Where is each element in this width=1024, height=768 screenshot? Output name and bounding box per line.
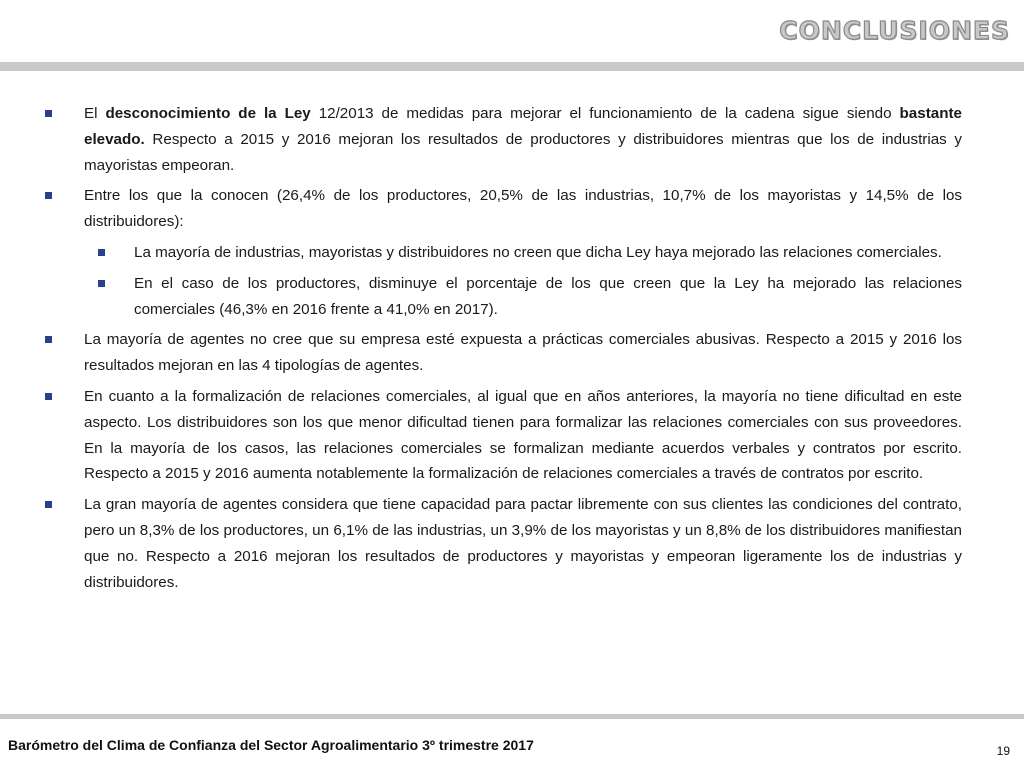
square-bullet-icon bbox=[45, 110, 52, 117]
conclusion-item bbox=[40, 101, 962, 178]
item-text: La mayoría de agentes no cree que su empresa esté expuesta a prácticas comerciales abusivas. Respecto a 2015 y 2016 los resultados mejoran en las 4 tipologías de agentes. bbox=[84, 331, 962, 375]
footer-divider bbox=[0, 714, 1024, 719]
subitem-text: La mayoría de industrias, mayoristas y distribuidores no creen que dicha Ley haya mejorado las relaciones comerciales. bbox=[134, 243, 942, 261]
slide-title: CONCLUSIONES bbox=[779, 16, 1010, 45]
conclusions-list bbox=[40, 101, 962, 595]
subitem-text: En el caso de los productores, disminuye el porcentaje de los que creen que la Ley ha mejorado las relaciones comerciales (46,3% en 2016 frente a 41,0% en 2017). bbox=[134, 274, 962, 318]
conclusion-item bbox=[40, 384, 962, 487]
item-text: Entre los que la conocen (26,4% de los productores, 20,5% de las industrias, 10,7% de los mayoristas y 14,5% de los distribuidores): bbox=[84, 187, 962, 231]
emphasis: bastante elevado. bbox=[84, 105, 962, 148]
square-bullet-icon bbox=[45, 336, 52, 343]
conclusion-subitem bbox=[80, 271, 962, 323]
conclusions-body bbox=[40, 101, 962, 600]
conclusion-item bbox=[40, 183, 962, 235]
square-bullet-icon bbox=[98, 249, 105, 256]
item-text: El desconocimiento de la Ley 12/2013 de medidas para mejorar el funcionamiento de la cadena sigue siendo bastante elevado. Respecto a 2015 y 2016 mejoran los resultados de productores y distribuidores mientras que los de industrias y mayoristas empeoran. bbox=[84, 105, 962, 174]
header-divider bbox=[0, 62, 1024, 71]
item-text: La gran mayoría de agentes considera que tiene capacidad para pactar libremente con sus clientes las condiciones del contrato, pero un 8,3% de los productores, un 6,1% de las industrias, un 3,9% de los mayoristas y un 8,8% de los distribuidores manifiestan que no. Respecto a 2016 mejoran los resultados de productores y mayoristas y empeoran ligeramente los de industrias y distribuidores. bbox=[84, 496, 962, 591]
square-bullet-icon bbox=[98, 280, 105, 287]
square-bullet-icon bbox=[45, 501, 52, 508]
conclusion-item bbox=[40, 492, 962, 595]
conclusion-item bbox=[40, 327, 962, 379]
square-bullet-icon bbox=[45, 192, 52, 199]
conclusion-subitem bbox=[80, 240, 962, 266]
square-bullet-icon bbox=[45, 393, 52, 400]
footer-title: Barómetro del Clima de Confianza del Sector Agroalimentario 3º trimestre 2017 bbox=[8, 737, 534, 753]
emphasis: desconocimiento de la Ley bbox=[105, 105, 311, 122]
page-number: 19 bbox=[996, 744, 1010, 758]
item-text: En cuanto a la formalización de relaciones comerciales, al igual que en años anteriores, la mayoría no tiene dificultad en este aspecto. Los distribuidores son los que menor dificultad tienen para formalizar las relaciones comerciales con sus proveedores. En la mayoría de los casos, las relaciones comerciales se formalizan mediante acuerdos verbales y contratos por escrito. Respecto a 2015 y 2016 aumenta notablemente la formalización de relaciones comerciales a través de contratos por escrito. bbox=[84, 387, 962, 483]
